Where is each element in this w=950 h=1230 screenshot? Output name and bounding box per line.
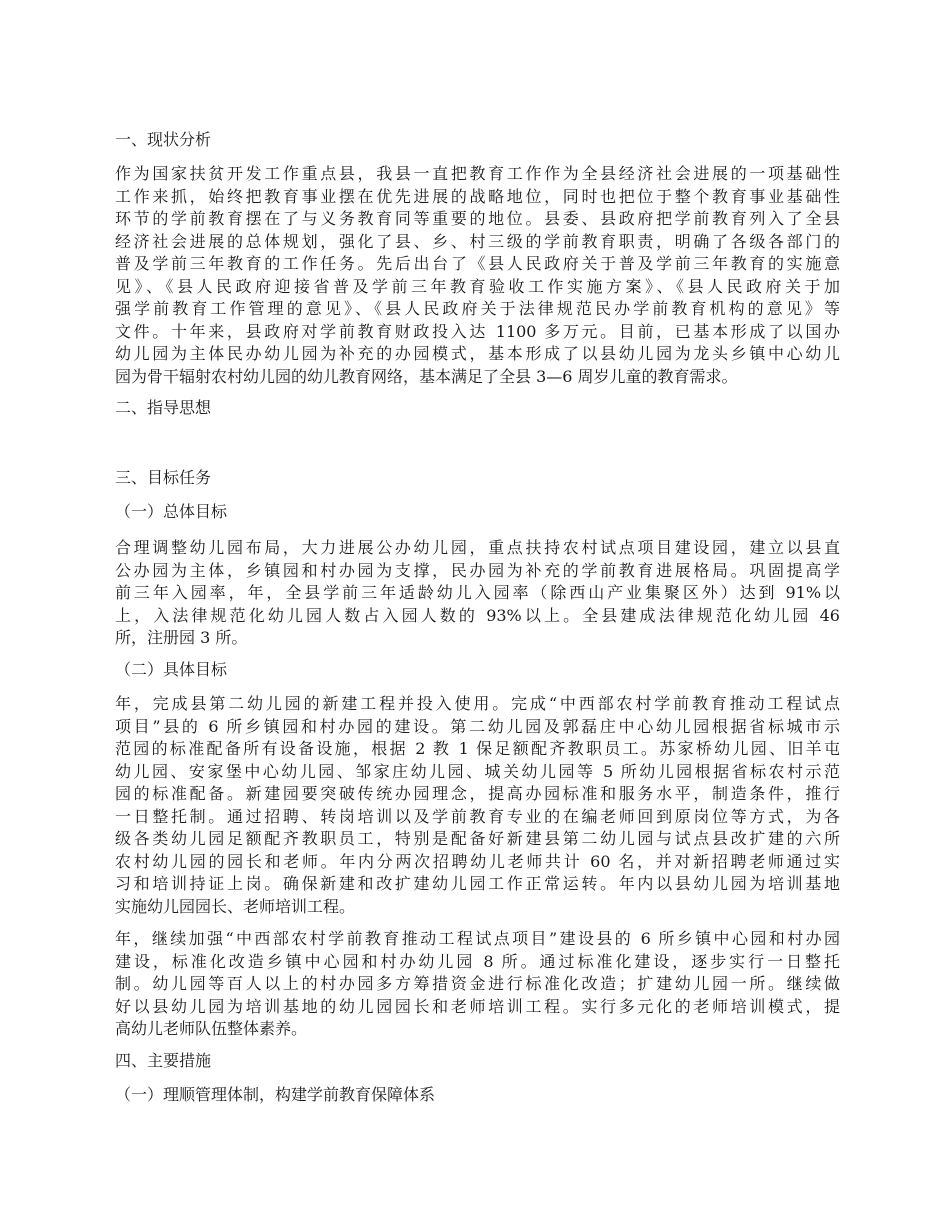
paragraph-line: 普及学前三年教育的工作任务。先后出台了《县人民政府关于普及学前三年教育的实施意: [115, 254, 840, 273]
paragraph-line: 园的标准配备。新建园要突破传统办园理念，提高办园标准和服务水平，制造条件，推行: [115, 784, 840, 803]
paragraph-line: 前三年入园率，年，全县学前三年适龄幼儿入园率（除西山产业集聚区外）达到 91%以: [115, 583, 840, 602]
paragraph-line: 园为骨干辐射农村幼儿园的幼儿教育网络，基本满足了全县 3—6 周岁儿童的教育需求。: [115, 366, 738, 386]
paragraph-line: 好以县幼儿园为培训基地的幼儿园园长和老师培训工程。实行多元化的老师培训模式，提: [115, 996, 840, 1016]
paragraph-line: 建设，标准化改造乡镇中心园和村办幼儿园 8 所。通过标准化建设，逐步实行一日整托: [115, 951, 840, 971]
paragraph-line: 环节的学前教育摆在了与义务教育同等重要的地位。县委、县政府把学前教育列入了全县: [115, 209, 840, 228]
subsection-heading-management: （一）理顺管理体制，构建学前教育保障体系: [115, 1085, 436, 1104]
paragraph-line: 作为国家扶贫开发工作重点县，我县一直把教育工作作为全县经济社会进展的一项基础性: [115, 164, 840, 183]
paragraph-line: 经济社会进展的总体规划，强化了县、乡、村三级的学前教育职责，明确了各级各部门的: [115, 231, 840, 251]
paragraph-line: 年，完成县第二幼儿园的新建工程并投入使用。完成“中西部农村学前教育推动工程试点: [115, 694, 840, 713]
paragraph-specific-goal-1: [115, 693, 840, 918]
paragraph-line: 高幼儿老师队伍整体素养。: [115, 1019, 308, 1038]
paragraph-line: 幼儿园、安家堡中心幼儿园、邹家庄幼儿园、城关幼儿园等 5 所幼儿园根据省标农村示范: [115, 761, 840, 781]
paragraph-line: 文件。十年来，县政府对学前教育财政投入达 1100 多万元。目前，已基本形成了以国办: [115, 321, 840, 341]
paragraph-overall-goal: [115, 537, 840, 650]
section-heading-1: 一、现状分析: [115, 130, 212, 149]
paragraph-line: 所，注册园 3 所。: [115, 628, 248, 647]
paragraph-line: 习和培训持证上岗。确保新建和改扩建幼儿园工作正常运转。年内以县幼儿园为培训基地: [115, 874, 840, 893]
paragraph-line: 合理调整幼儿园布局，大力进展公办幼儿园，重点扶持农村试点项目建设园，建立以县直: [115, 538, 840, 557]
paragraph-line: 见》、《县人民政府迎接省普及学前三年教育验收工作实施方案》、《县人民政府关于加: [115, 276, 840, 296]
paragraph-line: 幼儿园为主体民办幼儿园为补充的办园模式，基本形成了以县幼儿园为龙头乡镇中心幼儿: [115, 344, 840, 363]
paragraph-line: 一日整托制。通过招聘、转岗培训以及学前教育专业的在编老师回到原岗位等方式，为各: [115, 806, 840, 826]
section-heading-4: 四、主要措施: [115, 1051, 212, 1070]
paragraph-line: 制。幼儿园等百人以上的村办园多方筹措资金进行标准化改造；扩建幼儿园一所。继续做: [115, 974, 840, 993]
paragraph-line: 农村幼儿园的园长和老师。年内分两次招聘幼儿老师共计 60 名，并对新招聘老师通过实: [115, 851, 840, 871]
paragraph-status-analysis: [115, 163, 840, 388]
paragraph-line: 年，继续加强“中西部农村学前教育推动工程试点项目”建设县的 6 所乡镇中心园和村办园: [115, 929, 840, 948]
section-heading-3: 三、目标任务: [115, 468, 212, 487]
subsection-heading-overall-goal: （一）总体目标: [115, 502, 228, 521]
subsection-heading-specific-goal: （二）具体目标: [115, 660, 228, 679]
paragraph-specific-goal-2: [115, 928, 840, 1041]
paragraph-line: 级各类幼儿园足额配齐教职员工，特别是配备好新建县第二幼儿园与试点县改扩建的六所: [115, 829, 840, 848]
paragraph-line: 公办园为主体，乡镇园和村办园为支撑，民办园为补充的学前教育进展格局。巩固提高学: [115, 560, 840, 580]
paragraph-line: 强学前教育工作管理的意见》、《县人民政府关于法律规范民办学前教育机构的意见》等: [115, 299, 840, 318]
paragraph-line: 实施幼儿园园长、老师培训工程。: [115, 896, 356, 916]
paragraph-line: 范园的标准配备所有设备设施，根据 2 教 1 保足额配齐教职员工。苏家桥幼儿园、旧羊屯: [115, 739, 840, 758]
paragraph-line: 工作来抓，始终把教育事业摆在优先进展的战略地位，同时也把位于整个教育事业基础性: [115, 186, 840, 206]
section-heading-2: 二、指导思想: [115, 398, 212, 417]
paragraph-line: 项目”县的 6 所乡镇园和村办园的建设。第二幼儿园及郭磊庄中心幼儿园根据省标城市示: [115, 716, 840, 736]
paragraph-line: 上，入法律规范化幼儿园人数占入园人数的 93%以上。全县建成法律规范化幼儿园 46: [115, 605, 840, 625]
